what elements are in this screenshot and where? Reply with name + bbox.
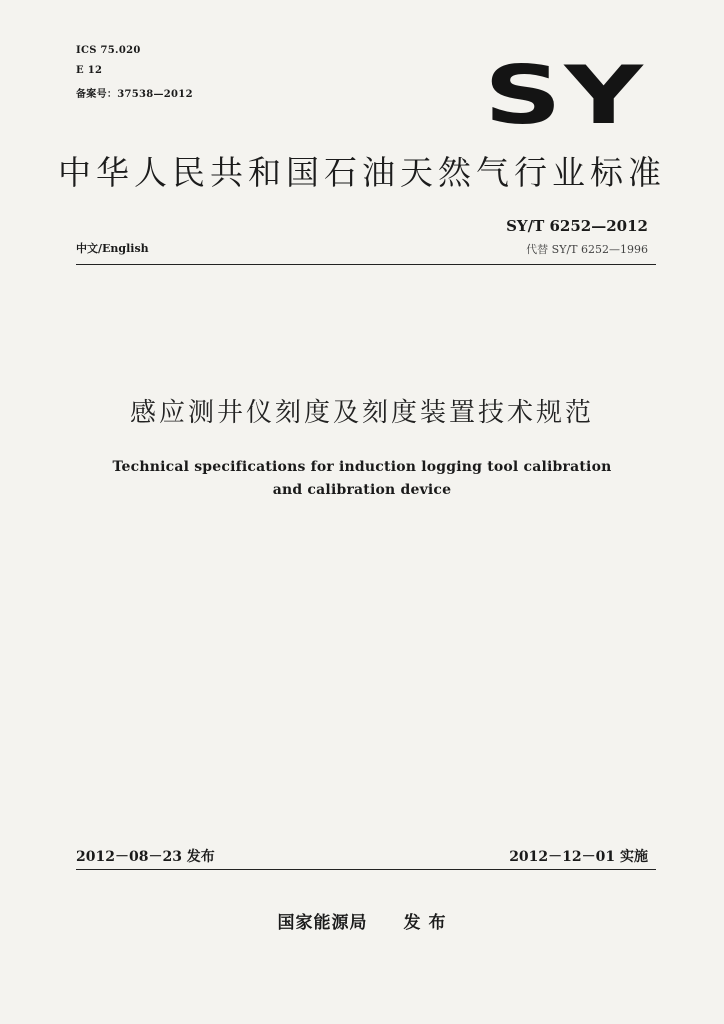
document-title-english-line1: Technical specifications for induction logging tool calibration: [112, 459, 612, 475]
header-divider: [76, 264, 656, 265]
standard-number: SY/T 6252—2012: [506, 217, 648, 235]
sy-logo: SY: [484, 49, 646, 142]
language-label: 中文/English: [76, 242, 149, 255]
document-title-english-line2: and calibration device: [272, 482, 452, 498]
issuer: [0, 908, 724, 933]
document-title-chinese: 感应测井仪刻度及刻度装置技术规范: [129, 398, 594, 428]
ics-code: ICS 75.020: [76, 45, 141, 56]
issuer-name: 国家能源局: [277, 913, 368, 933]
classification-code: E 12: [76, 65, 103, 76]
replaces-standard: 代替 SY/T 6252—1996: [526, 243, 648, 256]
implementation-date: 2012－12－01 实施: [509, 849, 648, 865]
record-number: 备案号：37538—2012: [76, 89, 193, 100]
footer-divider: [76, 869, 656, 870]
issuer-action: 发 布: [403, 913, 447, 933]
standard-category-title: 中华人民共和国石油天然气行业标准: [58, 153, 666, 192]
issue-date: 2012－08－23 发布: [76, 849, 215, 865]
